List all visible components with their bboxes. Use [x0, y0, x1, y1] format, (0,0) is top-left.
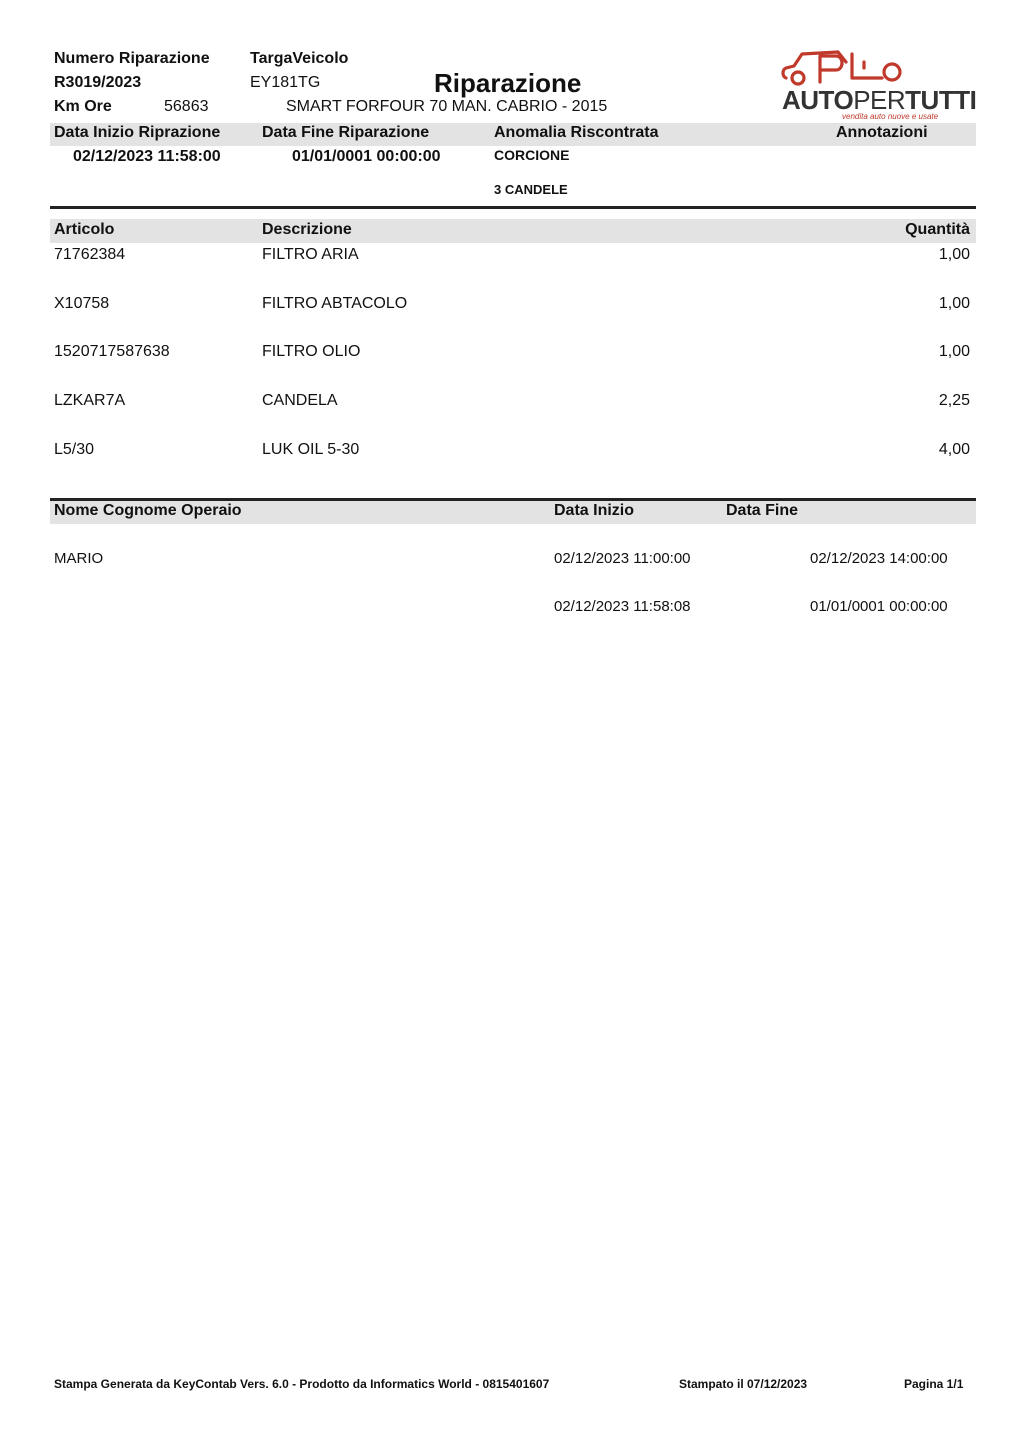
col-nome-operaio: Nome Cognome Operaio	[54, 502, 242, 519]
logo-tagline: vendita auto nuove e usate	[842, 112, 939, 121]
logo-wordmark: AUTOPERTUTTI	[782, 85, 977, 115]
operaio-fine: 02/12/2023 14:00:00	[810, 550, 948, 567]
articolo-quantita: 2,25	[938, 392, 970, 409]
footer-page: Pagina 1/1	[904, 1377, 964, 1391]
col-data-inizio: Data Inizio	[554, 502, 635, 519]
anomalia-value-2: 3 CANDELE	[494, 182, 568, 197]
page-title: Riparazione	[434, 68, 582, 98]
numero-riparazione-value: R3019/2023	[54, 74, 142, 91]
operaio-inizio: 02/12/2023 11:00:00	[554, 550, 691, 567]
col-articolo: Articolo	[54, 221, 115, 238]
autopertutti-logo-icon	[778, 48, 908, 90]
footer-printed: Stampato il 07/12/2023	[679, 1377, 808, 1391]
articolo-quantita: 4,00	[938, 441, 970, 458]
articolo-descrizione: FILTRO OLIO	[262, 343, 361, 360]
articolo-quantita: 1,00	[938, 295, 970, 312]
articolo-descrizione: FILTRO ARIA	[262, 246, 359, 263]
footer-generated: Stampa Generata da KeyContab Vers. 6.0 - Prodotto da Informatics World - 0815401607	[54, 1377, 550, 1391]
articolo-code: 71762384	[54, 246, 126, 263]
annotazioni-label: Annotazioni	[836, 124, 928, 141]
anomalia-label: Anomalia Riscontrata	[494, 124, 659, 141]
targa-label: TargaVeicolo	[250, 50, 349, 67]
km-ore-value: 56863	[164, 98, 209, 115]
data-fine-label: Data Fine Riparazione	[262, 124, 430, 141]
articoli-header-band	[50, 219, 976, 243]
articolo-quantita: 1,00	[938, 246, 970, 263]
targa-value: EY181TG	[250, 74, 321, 91]
articolo-code: 1520717587638	[54, 343, 170, 360]
col-data-fine: Data Fine	[726, 502, 799, 519]
data-fine-value: 01/01/0001 00:00:00	[292, 148, 441, 165]
articolo-code: LZKAR7A	[54, 392, 126, 409]
articolo-descrizione: FILTRO ABTACOLO	[262, 295, 408, 312]
articolo-quantita: 1,00	[938, 343, 970, 360]
col-descrizione: Descrizione	[262, 221, 352, 238]
operaio-fine: 01/01/0001 00:00:00	[810, 598, 948, 615]
operaio-nome: MARIO	[54, 550, 104, 567]
km-ore-label: Km Ore	[54, 98, 112, 115]
articolo-descrizione: CANDELA	[262, 392, 338, 409]
anomalia-value-1: CORCIONE	[494, 147, 570, 163]
data-inizio-value: 02/12/2023 11:58:00	[73, 148, 221, 165]
col-quantita: Quantità	[905, 221, 970, 238]
articolo-code: L5/30	[54, 441, 95, 458]
articolo-descrizione: LUK OIL 5-30	[262, 441, 360, 458]
section-divider	[50, 206, 976, 209]
numero-riparazione-label: Numero Riparazione	[54, 50, 210, 67]
vehicle-description: SMART FORFOUR 70 MAN. CABRIO - 2015	[286, 98, 608, 115]
data-inizio-label: Data Inizio Riprazione	[54, 124, 221, 141]
operaio-inizio: 02/12/2023 11:58:08	[554, 598, 691, 615]
articolo-code: X10758	[54, 295, 110, 312]
